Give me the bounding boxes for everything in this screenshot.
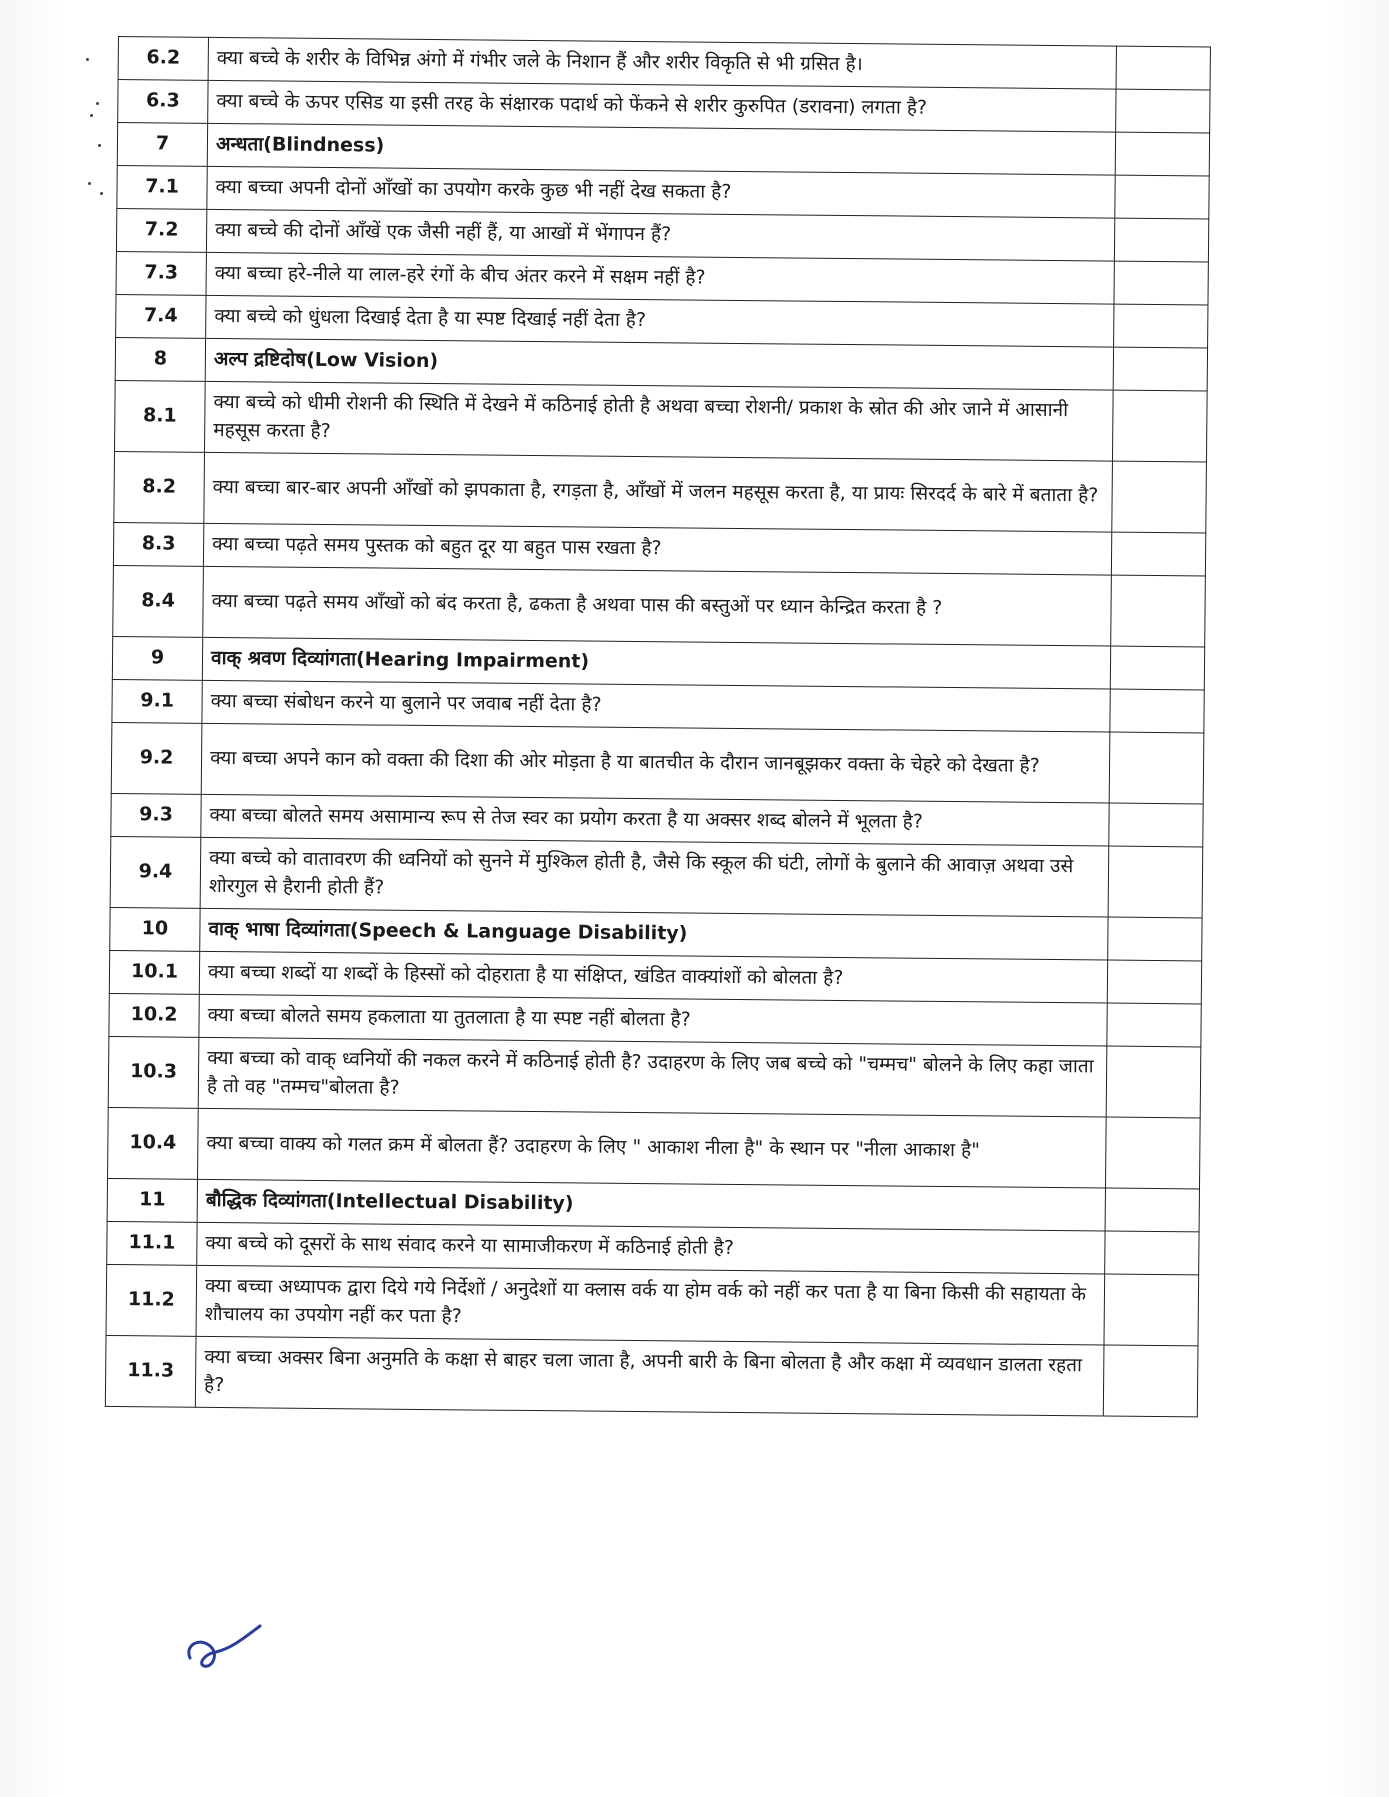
question-text: क्या बच्चे को दूसरों के साथ संवाद करने या सामाजीकरण में कठिनाई होती है?	[197, 1222, 1105, 1274]
item-number: 7.1	[117, 165, 207, 209]
question-text: क्या बच्चे को धीमी रोशनी की स्थिति में देखने में कठिनाई होती है अथवा बच्चा रोशनी/ प्रकाश के स्रोत की ओर जाने में आसानी महसूस करता है?	[205, 381, 1113, 461]
answer-cell[interactable]	[1104, 1274, 1199, 1346]
question-text: क्या बच्चा अपनी दोनों आँखों का उपयोग करके कुछ भी नहीं देख सकता है?	[207, 166, 1115, 218]
question-text: क्या बच्चा अध्यापक द्वारा दिये गये निर्देशों / अनुदेशों या क्लास वर्क या होम वर्क को नहीं कर पता है या बिना किसी की सहायता के शौचालय का उपयोग नहीं कर पता है?	[196, 1265, 1104, 1345]
answer-cell[interactable]	[1114, 218, 1209, 262]
answer-cell[interactable]	[1109, 803, 1204, 847]
answer-cell[interactable]	[1110, 689, 1205, 733]
question-text: क्या बच्चा पढ़ते समय पुस्तक को बहुत दूर या बहुत पास रखता है?	[203, 523, 1111, 575]
question-row	[108, 1107, 1201, 1188]
question-row	[115, 380, 1208, 461]
answer-cell[interactable]	[1113, 304, 1208, 348]
item-number: 9.4	[110, 836, 201, 908]
item-number: 8	[115, 337, 205, 381]
answer-cell[interactable]	[1112, 390, 1207, 462]
question-text: क्या बच्चा बार-बार अपनी आँखों को झपकाता है, रगड़ता है, आँखों में जलन महसूस करता है, या प्रायः सिरदर्द के बारे में बताता है?	[204, 452, 1112, 532]
item-number: 9.3	[111, 793, 201, 837]
question-text: क्या बच्चे की दोनों आँखें एक जैसी नहीं हैं, या आखों में भेंगापन हैं?	[206, 209, 1114, 261]
answer-cell[interactable]	[1105, 1231, 1200, 1275]
answer-cell[interactable]	[1106, 1046, 1201, 1118]
item-number: 9.2	[111, 722, 202, 794]
questionnaire-table	[105, 36, 1211, 1417]
question-row	[114, 451, 1207, 532]
item-number: 7.4	[116, 294, 206, 338]
answer-cell[interactable]	[1108, 917, 1203, 961]
item-number: 11.2	[106, 1264, 197, 1336]
item-number: 9	[112, 636, 202, 680]
question-text: क्या बच्चा को वाक् ध्वनियों की नकल करने में कठिनाई होती है? उदाहरण के लिए जब बच्चे को "चम्मच" बोलने के लिए कहा जाता है तो वह "तम्मच"बोलता है?	[198, 1037, 1106, 1117]
question-text: क्या बच्चा संबोधन करने या बुलाने पर जवाब नहीं देता है?	[202, 680, 1110, 732]
section-title: वाक् भाषा दिव्यांगता(Speech & Language Disability)	[200, 908, 1108, 960]
answer-cell[interactable]	[1115, 89, 1210, 133]
question-text: क्या बच्चा हरे-नीले या लाल-हरे रंगों के बीच अंतर करने में सक्षम नहीं है?	[206, 252, 1114, 304]
item-number: 8.3	[113, 522, 203, 566]
question-text: क्या बच्चा अक्सर बिना अनुमति के कक्षा से बाहर चला जाता है, अपनी बारी के बिना बोलता है और कक्षा में व्यवधान डालता रहता है?	[195, 1336, 1103, 1416]
question-text: क्या बच्चा वाक्य को गलत क्रम में बोलता हैं? उदाहरण के लिए " आकाश नीला है" के स्थान पर "नीला आकाश है"	[198, 1108, 1106, 1188]
question-row	[106, 1264, 1199, 1345]
item-number: 8.1	[115, 380, 206, 452]
item-number: 10.1	[109, 950, 199, 994]
answer-cell[interactable]	[1110, 646, 1205, 690]
answer-cell[interactable]	[1107, 960, 1202, 1004]
item-number: 10.2	[109, 993, 199, 1037]
item-number: 9.1	[112, 679, 202, 723]
signature-mark	[182, 1618, 272, 1678]
answer-cell[interactable]	[1113, 347, 1208, 391]
item-number: 6.2	[118, 37, 208, 81]
item-number: 7	[117, 123, 207, 167]
question-row	[110, 836, 1203, 917]
answer-cell[interactable]	[1109, 732, 1204, 804]
answer-cell[interactable]	[1103, 1345, 1198, 1417]
answer-cell[interactable]	[1107, 1003, 1202, 1047]
answer-cell[interactable]	[1115, 132, 1210, 176]
question-text: क्या बच्चे को वातावरण की ध्वनियों को सुनने में मुश्किल होती है, जैसे कि स्कूल की घंटी, लोगों के बुलाने की आवाज़ अथवा उसे शोरगुल से हैरानी होती हैं?	[200, 837, 1108, 917]
section-title: अल्प द्रष्टिदोष(Low Vision)	[205, 338, 1113, 390]
section-title: बौद्धिक दिव्यांगता(Intellectual Disability)	[197, 1179, 1105, 1231]
margin-marks	[78, 44, 118, 224]
item-number: 6.3	[118, 80, 208, 124]
item-number: 10.3	[108, 1036, 199, 1108]
answer-cell[interactable]	[1112, 461, 1207, 533]
item-number: 7.3	[116, 251, 206, 295]
question-text: क्या बच्चा शब्दों या शब्दों के हिस्सों को दोहराता है या संक्षिप्त, खंडित वाक्यांशों को बोलता है?	[199, 951, 1107, 1003]
item-number: 10	[110, 907, 200, 951]
questionnaire-rows	[105, 37, 1210, 1417]
question-text: क्या बच्चा अपने कान को वक्ता की दिशा की ओर मोड़ता है या बातचीत के दौरान जानबूझकर वक्ता के चेहरे को देखता है?	[201, 723, 1109, 803]
question-text: क्या बच्चा पढ़ते समय आँखों को बंद करता है, ढकता है अथवा पास की बस्तुओं पर ध्यान केन्द्रित करता है ?	[203, 566, 1111, 646]
answer-cell[interactable]	[1116, 46, 1211, 90]
question-row	[111, 722, 1204, 803]
question-row	[108, 1036, 1201, 1117]
question-row	[113, 565, 1206, 646]
answer-cell[interactable]	[1115, 175, 1210, 219]
question-row	[105, 1335, 1198, 1416]
item-number: 8.4	[113, 565, 204, 637]
question-text: क्या बच्चे के ऊपर एसिड या इसी तरह के संक्षारक पदार्थ को फेंकने से शरीर कुरुपित (डरावना) लगता है?	[208, 80, 1116, 132]
item-number: 11	[107, 1178, 197, 1222]
item-number: 11.1	[107, 1221, 197, 1265]
question-text: क्या बच्चे को धुंधला दिखाई देता है या स्पष्ट दिखाई नहीं देता है?	[206, 295, 1114, 347]
answer-cell[interactable]	[1114, 261, 1209, 305]
question-text: क्या बच्चा बोलते समय असामान्य रूप से तेज स्वर का प्रयोग करता है या अक्सर शब्द बोलने में भूलता है?	[201, 794, 1109, 846]
answer-cell[interactable]	[1111, 575, 1206, 647]
item-number: 10.4	[108, 1107, 199, 1179]
item-number: 11.3	[105, 1335, 196, 1407]
section-title: अन्धता(Blindness)	[207, 123, 1115, 175]
answer-cell[interactable]	[1105, 1188, 1200, 1232]
answer-cell[interactable]	[1108, 846, 1203, 918]
question-text: क्या बच्चा बोलते समय हकलाता या तुतलाता है या स्पष्ट नहीं बोलता है?	[199, 994, 1107, 1046]
item-number: 8.2	[114, 451, 205, 523]
question-text: क्या बच्चे के शरीर के विभिन्न अंगो में गंभीर जले के निशान हैं और शरीर विकृति से भी ग्रसित है।	[208, 37, 1116, 89]
section-title: वाक् श्रवण दिव्यांगता(Hearing Impairment)	[202, 637, 1110, 689]
item-number: 7.2	[116, 208, 206, 252]
answer-cell[interactable]	[1111, 532, 1206, 576]
answer-cell[interactable]	[1105, 1117, 1200, 1189]
